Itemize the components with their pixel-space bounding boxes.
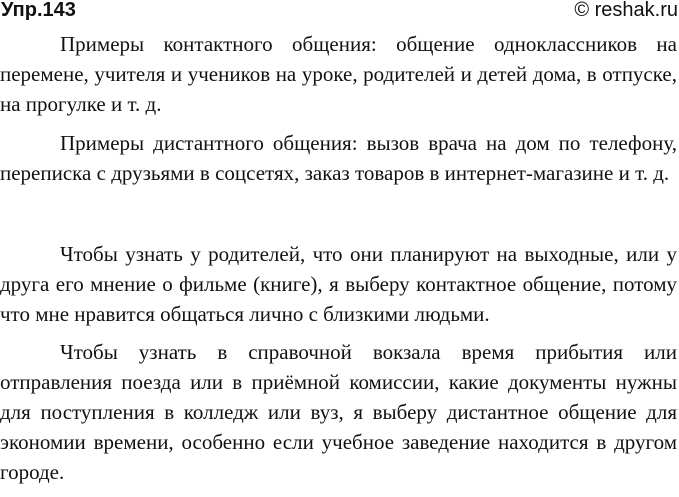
paragraph-distant-examples: Примеры дистантного общения: вызов врача на дом по телефону, переписка с друзьями в соцсетях, заказ товаров в интернет-магазине и т. д.	[0, 131, 677, 185]
paragraph-contact-choice: Чтобы узнать у родителей, что они планируют на выходные, или у друга его мнение о фильме (книге), я выберу контактное общение, потому что мне нравится общаться лично с близкими людьми.	[0, 242, 677, 326]
page-header	[0, 0, 679, 26]
paragraph-distant-choice: Чтобы узнать в справочной вокзала время прибытия или отправления поезда или в приёмной комиссии, какие документы нужны для поступления в колледж или вуз, я выберу дистантное общение для экономии времени, особенно если учебное заведение находится в другом городе.	[0, 340, 677, 484]
watermark: © reshak.ru	[574, 0, 678, 21]
exercise-title: Упр.143	[1, 0, 76, 21]
paragraph-contact-examples: Примеры контактного общения: общение одноклассников на перемене, учителя и учеников на уроке, родителей и детей дома, в отпуске, на прогулке и т. д.	[0, 32, 677, 116]
answer-text	[0, 29, 677, 487]
